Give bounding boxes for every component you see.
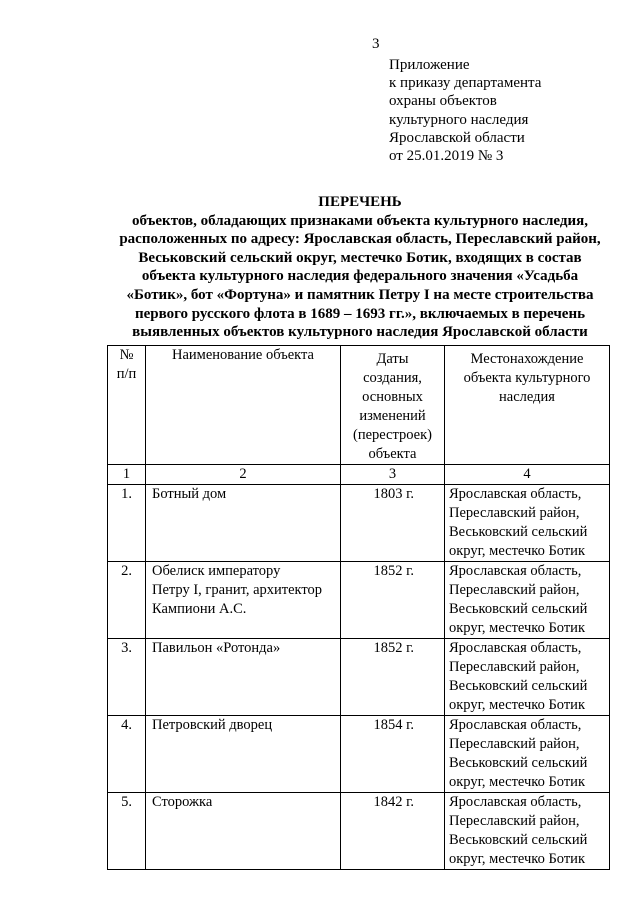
object-location-cell	[445, 485, 610, 562]
header-line: создания,	[363, 370, 422, 386]
appendix-line: охраны объектов	[389, 93, 497, 110]
header-cell-name	[146, 346, 341, 465]
object-name-cell	[146, 562, 341, 639]
object-name-cell	[146, 716, 341, 793]
appendix-line: культурного наследия	[389, 111, 529, 128]
heading-line: объекта культурного наследия федерального значения «Усадьба	[141, 268, 579, 285]
row-number-cell: 4.	[108, 716, 146, 793]
header-line: (перестроек)	[352, 427, 432, 443]
object-location-line: округ, местечко Ботик	[449, 697, 585, 713]
header-line: основных	[362, 389, 423, 405]
object-name-line: Петру I, гранит, архитектор	[152, 582, 323, 598]
heading-line: Веськовский сельский округ, местечко Ботик, входящих в состав	[138, 249, 582, 266]
heading-line: «Ботик», бот «Фортуна» и памятник Петру I на месте строительства	[126, 286, 594, 303]
object-date-cell: 1854 г.	[341, 716, 445, 793]
object-location-cell	[445, 716, 610, 793]
header-cell-dates	[341, 346, 445, 465]
object-name-line: Сторожка	[152, 794, 213, 810]
object-date-cell: 1803 г.	[341, 485, 445, 562]
object-name-line: Павильон «Ротонда»	[152, 640, 281, 656]
column-number-cell: 3	[341, 465, 445, 485]
row-number-cell: 1.	[108, 485, 146, 562]
object-name-line: Обелиск императору	[152, 563, 281, 579]
object-location-line: Веськовский сельский	[449, 832, 588, 848]
object-location-cell	[445, 562, 610, 639]
object-name-line: Кампиони А.С.	[152, 601, 247, 617]
object-location-line: Веськовский сельский	[449, 678, 588, 694]
column-number-cell: 2	[146, 465, 341, 485]
object-location-line: Ярославская область,	[449, 794, 582, 810]
table-column-numbers-row	[108, 465, 610, 485]
object-location-line: Ярославская область,	[449, 563, 582, 579]
table-row	[108, 562, 610, 639]
object-name-cell	[146, 485, 341, 562]
heading-line: расположенных по адресу: Ярославская область, Переславский район,	[119, 231, 601, 248]
object-location-cell	[445, 793, 610, 870]
appendix-line: от 25.01.2019 № 3	[389, 148, 504, 165]
object-location-line: Ярославская область,	[449, 486, 582, 502]
object-name-cell	[146, 793, 341, 870]
object-location-line: Переславский район,	[449, 505, 580, 521]
object-date-cell: 1842 г.	[341, 793, 445, 870]
row-number-cell: 5.	[108, 793, 146, 870]
appendix-block	[389, 56, 619, 165]
object-location-line: округ, местечко Ботик	[449, 851, 585, 867]
object-location-line: округ, местечко Ботик	[449, 620, 585, 636]
object-name-cell	[146, 639, 341, 716]
object-name-line: Петровский дворец	[152, 717, 273, 733]
object-location-line: округ, местечко Ботик	[449, 774, 585, 790]
header-line: Местонахождение	[470, 351, 584, 367]
object-location-line: Веськовский сельский	[449, 524, 588, 540]
appendix-line: Ярославской области	[389, 129, 525, 146]
object-date-cell: 1852 г.	[341, 562, 445, 639]
object-location-line: Веськовский сельский	[449, 755, 588, 771]
document-title: ПЕРЕЧЕНЬ	[318, 194, 402, 210]
object-location-line: Переславский район,	[449, 659, 580, 675]
row-number-cell: 3.	[108, 639, 146, 716]
heading-line: объектов, обладающих признаками объекта культурного наследия,	[132, 212, 588, 229]
object-name-line: Ботный дом	[152, 486, 227, 502]
document-heading	[60, 193, 640, 342]
column-number-cell: 4	[445, 465, 610, 485]
appendix-line: к приказу департамента	[389, 75, 542, 92]
object-location-line: Переславский район,	[449, 736, 580, 752]
header-cell-number	[108, 346, 146, 465]
header-line: изменений	[359, 408, 426, 424]
header-cell-location	[445, 346, 610, 465]
header-line: объекта культурного	[463, 370, 591, 386]
header-line: Даты	[376, 351, 409, 367]
object-location-cell	[445, 639, 610, 716]
page-number: 3	[372, 36, 380, 52]
table-row	[108, 485, 610, 562]
header-line: наследия	[499, 389, 555, 405]
table-row	[108, 793, 610, 870]
table-row	[108, 639, 610, 716]
header-line: №	[119, 347, 134, 363]
table-row	[108, 716, 610, 793]
header-line: Наименование объекта	[172, 347, 314, 363]
objects-table-body	[108, 346, 610, 870]
object-location-line: Веськовский сельский	[449, 601, 588, 617]
table-header-row	[108, 346, 610, 465]
heading-line: выявленных объектов культурного наследия Ярославской области	[132, 324, 588, 341]
header-line: объекта	[368, 446, 417, 462]
object-location-line: округ, местечко Ботик	[449, 543, 585, 559]
object-location-line: Ярославская область,	[449, 717, 582, 733]
objects-table	[107, 345, 610, 870]
header-line: п/п	[116, 366, 137, 382]
object-location-line: Переславский район,	[449, 582, 580, 598]
heading-line: первого русского флота в 1689 – 1693 гг.», включаемых в перечень	[134, 305, 586, 322]
object-location-line: Переславский район,	[449, 813, 580, 829]
object-location-line: Ярославская область,	[449, 640, 582, 656]
column-number-cell: 1	[108, 465, 146, 485]
object-date-cell: 1852 г.	[341, 639, 445, 716]
appendix-line: Приложение	[389, 57, 470, 73]
row-number-cell: 2.	[108, 562, 146, 639]
